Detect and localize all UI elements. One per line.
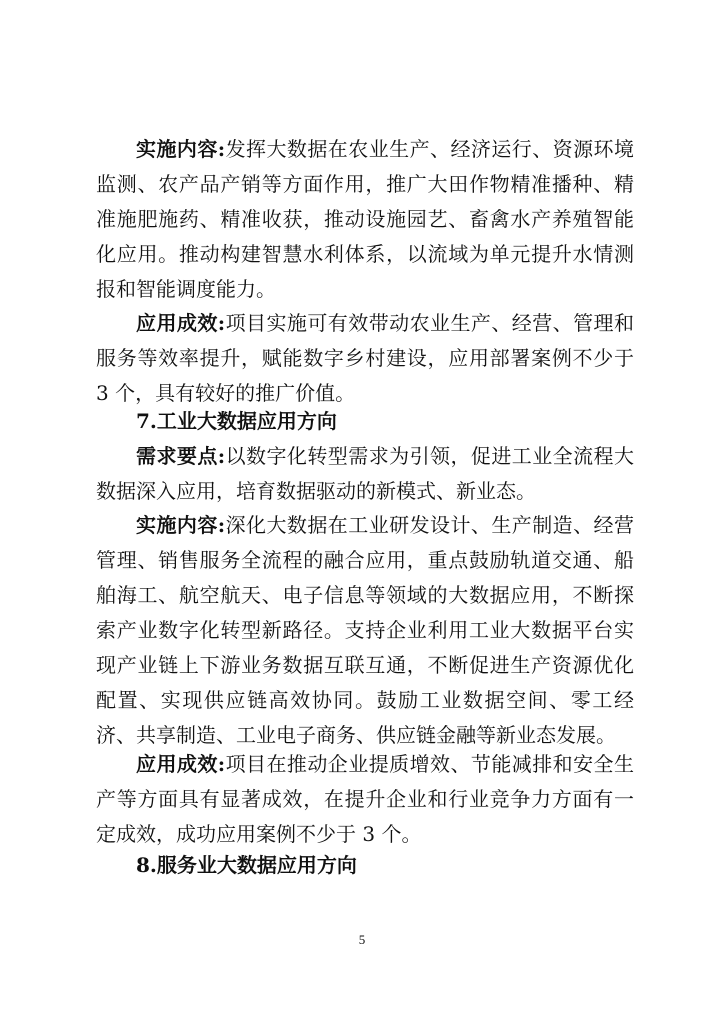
paragraph-text: 深化大数据在工业研发设计、生产制造、经营管理、销售服务全流程的融合应用，重点鼓励轨道交通、船舶海工、航空航天、电子信息等领域的大数据应用，不断探索产业数字化转型新路径。支持企业利用工业大数据平台实现产业链上下游业务数据互联互通，不断促进生产资源优化配置、实现供应链高效协同。鼓励工业数据空间、零工经济、共享制造、工业电子商务、供应链金融等新业态发展。 bbox=[96, 513, 634, 747]
paragraph-application-effect-industrial bbox=[96, 747, 634, 852]
section-heading-service: 8.服务业大数据应用方向 bbox=[136, 853, 357, 877]
paragraph-implementation-content-agri bbox=[96, 132, 634, 307]
paragraph-label: 应用成效: bbox=[136, 311, 226, 335]
section-heading-industrial: 7.工业大数据应用方向 bbox=[136, 409, 337, 433]
paragraph-label: 实施内容: bbox=[136, 513, 226, 537]
paragraph-label: 实施内容: bbox=[136, 137, 226, 161]
paragraph-label: 需求要点: bbox=[136, 444, 226, 468]
paragraph-demand-points bbox=[96, 439, 634, 509]
page-number: 5 bbox=[358, 932, 366, 947]
paragraph-implementation-content-industrial bbox=[96, 508, 634, 753]
paragraph-text: 项目在推动企业提质增效、节能减排和安全生产等方面具有显著成效，在提升企业和行业竞争力方面有一定成效，成功应用案例不少于 3 个。 bbox=[96, 752, 634, 846]
paragraph-application-effect-agri bbox=[96, 306, 634, 411]
paragraph-text: 以数字化转型需求为引领，促进工业全流程大数据深入应用，培育数据驱动的新模式、新业态。 bbox=[96, 444, 634, 503]
paragraph-text: 项目实施可有效带动农业生产、经营、管理和服务等效率提升，赋能数字乡村建设，应用部署案例不少于 3 个，具有较好的推广价值。 bbox=[96, 311, 634, 405]
paragraph-label: 应用成效: bbox=[136, 752, 226, 776]
paragraph-text: 发挥大数据在农业生产、经济运行、资源环境监测、农产品产销等方面作用，推广大田作物精准播种、精准施肥施药、精准收获，推动设施园艺、畜禽水产养殖智能化应用。推动构建智慧水利体系，以流域为单元提升水情测报和智能调度能力。 bbox=[96, 137, 634, 301]
